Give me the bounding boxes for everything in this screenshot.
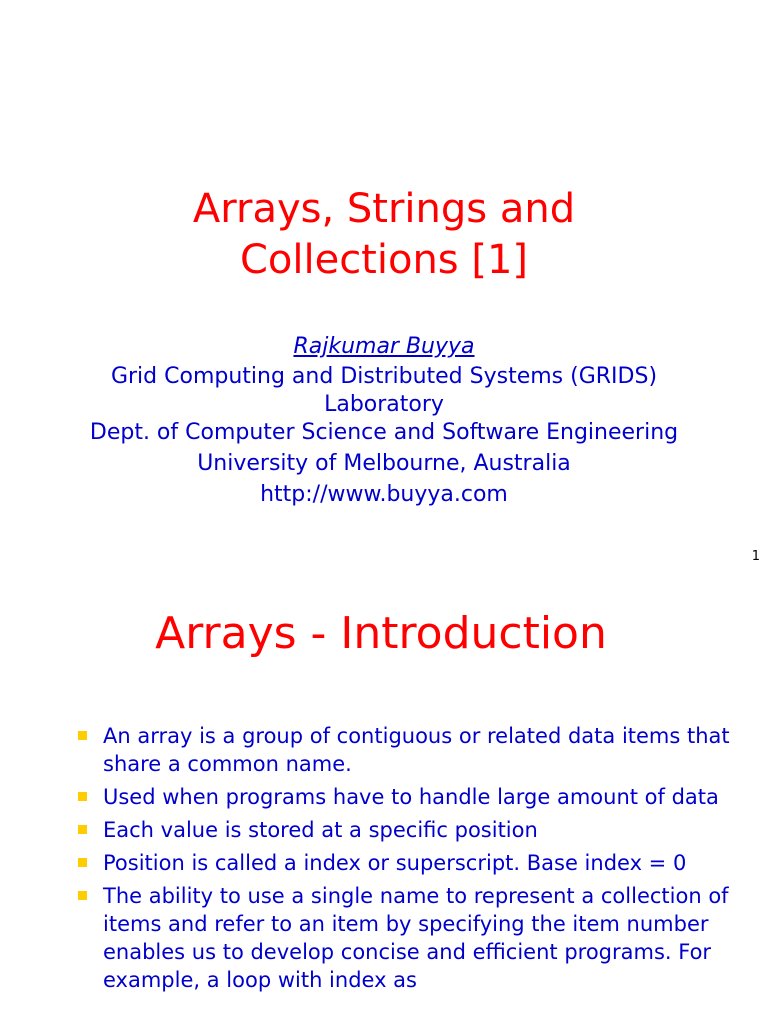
square-bullet-icon [78, 825, 87, 834]
slide-heading: Arrays - Introduction [155, 608, 607, 659]
square-bullet-icon [78, 858, 87, 867]
list-item-text: The ability to use a single name to represent a collection of items and refer to an item by specifying the item number enables us to develop concise and efficient programs. For example, a loop with index as [103, 884, 729, 992]
slide-title-line: Collections [1] [239, 237, 529, 283]
list-item [0, 882, 768, 994]
university-line: University of Melbourne, Australia [197, 451, 571, 476]
square-bullet-icon [78, 792, 87, 801]
list-item [0, 783, 768, 811]
list-item-text: Used when programs have to handle large amount of data [103, 785, 719, 809]
square-bullet-icon [78, 891, 87, 900]
list-item-text: Each value is stored at a specific position [103, 818, 538, 842]
bullet-list [0, 722, 768, 999]
list-item-text: An array is a group of contiguous or related data items that share a common name. [103, 724, 730, 776]
content-slide [0, 576, 768, 1024]
list-item [0, 849, 768, 877]
list-item [0, 722, 768, 778]
slide-title-line: Arrays, Strings and [192, 186, 576, 232]
lab-name-line: Laboratory [324, 392, 444, 417]
list-item [0, 816, 768, 844]
author-block [0, 333, 768, 510]
square-bullet-icon [78, 731, 87, 740]
author-name: Rajkumar Buyya [293, 334, 475, 359]
lab-name-line: Grid Computing and Distributed Systems (GRIDS) [110, 364, 658, 389]
slide-title [0, 184, 768, 286]
page-number: 1 [751, 549, 760, 564]
department-line: Dept. of Computer Science and Software Engineering [89, 420, 679, 445]
website-link[interactable]: http://www.buyya.com [260, 482, 508, 507]
list-item-text: Position is called a index or superscript. Base index = 0 [103, 851, 687, 875]
